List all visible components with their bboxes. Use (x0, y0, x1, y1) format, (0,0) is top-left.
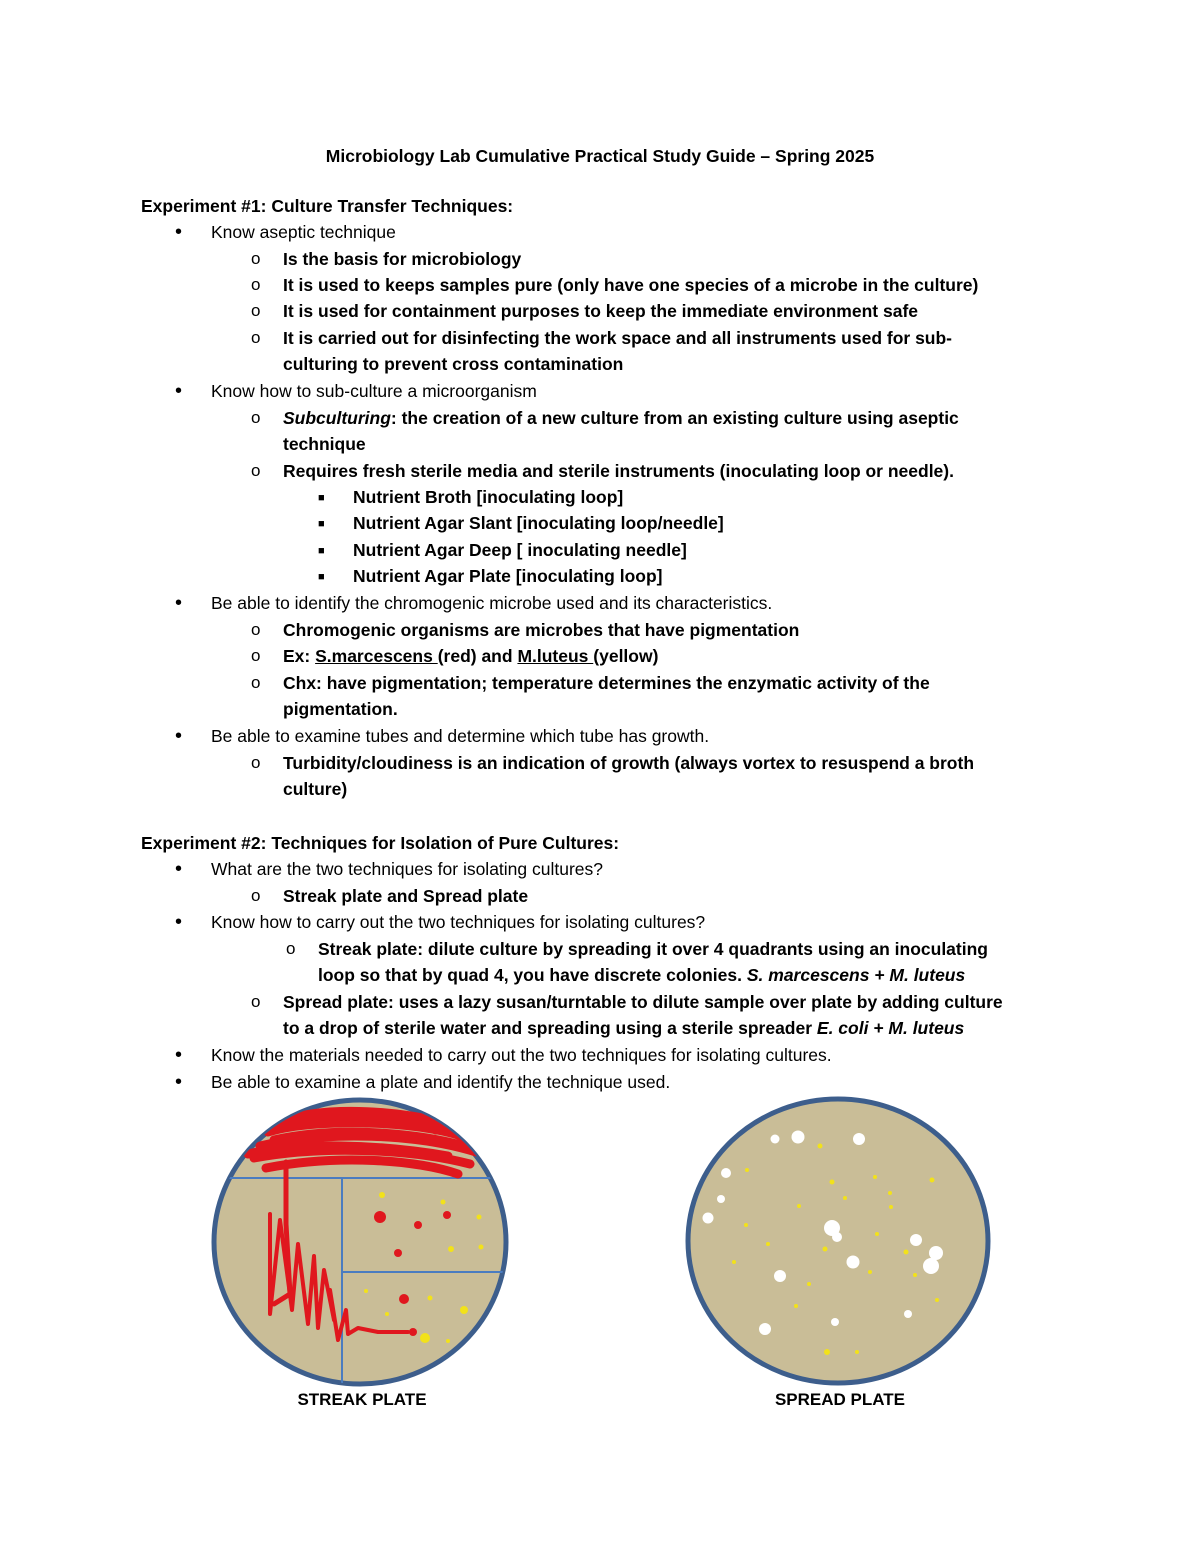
square-bullet-icon: ■ (318, 492, 325, 504)
bullet-icon: • (175, 1071, 183, 1093)
experiment-2-heading: Experiment #2: Techniques for Isolation of Pure Cultures: (141, 833, 620, 853)
sub-bullet-icon: o (251, 249, 261, 268)
exp1-bullet-2-2-3: Nutrient Agar Deep [ inoculating needle] (353, 540, 687, 560)
exp1-bullet-3-2 (283, 643, 658, 670)
exp2-bullet-4: Be able to examine a plate and identify the technique used. (211, 1072, 671, 1092)
sub-bullet-icon: o (251, 461, 261, 480)
subculturing-definition: : the creation of a new culture from an existing culture using aseptic (390, 408, 959, 428)
exp2-bullet-3: Know the materials needed to carry out the two techniques for isolating cultures. (211, 1045, 832, 1065)
exp1-bullet-4-1b: culture) (283, 779, 348, 799)
exp1-bullet-1-4b: culturing to prevent cross contamination (283, 354, 624, 374)
exp1-bullet-2-1b: technique (283, 434, 366, 454)
sub-bullet-icon: o (251, 646, 261, 665)
sub-bullet-icon: o (251, 886, 261, 905)
sub-bullet-icon: o (251, 408, 261, 427)
exp2-bullet-2-1a: Streak plate: dilute culture by spreading it over 4 quadrants using an inoculating (318, 939, 988, 959)
sub-bullet-icon: o (251, 328, 261, 347)
sub-bullet-icon: o (251, 275, 261, 294)
example-prefix: Ex: (283, 646, 316, 666)
page-title: Microbiology Lab Cumulative Practical Study Guide – Spring 2025 (325, 146, 875, 166)
exp1-bullet-1-1: Is the basis for microbiology (283, 249, 522, 269)
exp1-bullet-1: Know aseptic technique (211, 222, 396, 242)
exp1-bullet-2-2-4: Nutrient Agar Plate [inoculating loop] (353, 566, 663, 586)
exp1-bullet-3: Be able to identify the chromogenic microbe used and its characteristics. (211, 593, 773, 613)
bullet-icon: • (175, 380, 183, 402)
exp1-bullet-2-1a (283, 405, 959, 432)
spread-plate-figure (672, 1094, 992, 1390)
exp1-bullet-2-2: Requires fresh sterile media and sterile instruments (inoculating loop or needle). (283, 461, 954, 481)
m-luteus-name: M.luteus (517, 646, 594, 666)
streak-plate-caption: STREAK PLATE (297, 1390, 427, 1409)
bullet-icon: • (175, 1044, 183, 1066)
s-marcescens-name: S.marcescens (315, 646, 438, 666)
exp2-bullet-2-2a: Spread plate: uses a lazy susan/turntable to dilute sample over plate by adding culture (283, 992, 1003, 1012)
square-bullet-icon: ■ (318, 545, 325, 557)
exp1-bullet-1-2: It is used to keeps samples pure (only have one species of a microbe in the culture) (283, 275, 979, 295)
sub-bullet-icon: o (251, 673, 261, 692)
exp1-bullet-3-3a: Chx: have pigmentation; temperature determines the enzymatic activity of the (283, 673, 930, 693)
example-middle: (red) and (437, 646, 518, 666)
bullet-icon: • (175, 221, 183, 243)
sub-bullet-icon: o (251, 301, 261, 320)
streak-plate-figure (208, 1094, 520, 1390)
exp2-bullet-2: Know how to carry out the two techniques for isolating cultures? (211, 912, 706, 932)
spread-plate-caption: SPREAD PLATE (774, 1390, 906, 1409)
sub-bullet-icon: o (251, 992, 261, 1011)
exp1-bullet-3-1: Chromogenic organisms are microbes that have pigmentation (283, 620, 800, 640)
exp1-bullet-4-1a: Turbidity/cloudiness is an indication of growth (always vortex to resuspend a broth (283, 753, 975, 773)
exp2-bullet-2-1b (318, 962, 965, 989)
bullet-icon: • (175, 911, 183, 933)
exp1-bullet-4: Be able to examine tubes and determine which tube has growth. (211, 726, 710, 746)
streak-organisms: S. marcescens + M. luteus (746, 965, 966, 985)
sub-bullet-icon: o (251, 620, 261, 639)
exp2-bullet-1-1: Streak plate and Spread plate (283, 886, 529, 906)
exp1-bullet-2-2-2: Nutrient Agar Slant [inoculating loop/needle] (353, 513, 724, 533)
exp1-bullet-2: Know how to sub-culture a microorganism (211, 381, 537, 401)
example-suffix: (yellow) (593, 646, 659, 666)
exp1-bullet-3-3b: pigmentation. (283, 699, 398, 719)
spread-description: to a drop of sterile water and spreading using a sterile spreader (283, 1018, 817, 1038)
bullet-icon: • (175, 592, 183, 614)
exp1-bullet-2-2-1: Nutrient Broth [inoculating loop] (353, 487, 624, 507)
exp1-bullet-1-4a: It is carried out for disinfecting the work space and all instruments used for sub- (283, 328, 953, 348)
spread-organisms: E. coli + M. luteus (816, 1018, 965, 1038)
subculturing-term: Subculturing (283, 408, 391, 428)
sub-bullet-icon: o (251, 753, 261, 772)
sub-bullet-icon: o (286, 939, 296, 958)
bullet-icon: • (175, 858, 183, 880)
streak-description: loop so that by quad 4, you have discrete colonies. (318, 965, 747, 985)
exp2-bullet-2-2b (283, 1015, 964, 1042)
bullet-icon: • (175, 725, 183, 747)
square-bullet-icon: ■ (318, 571, 325, 583)
square-bullet-icon: ■ (318, 518, 325, 530)
exp1-bullet-1-3: It is used for containment purposes to keep the immediate environment safe (283, 301, 918, 321)
exp2-bullet-1: What are the two techniques for isolating cultures? (211, 859, 604, 879)
experiment-1-heading: Experiment #1: Culture Transfer Techniques: (141, 196, 514, 216)
